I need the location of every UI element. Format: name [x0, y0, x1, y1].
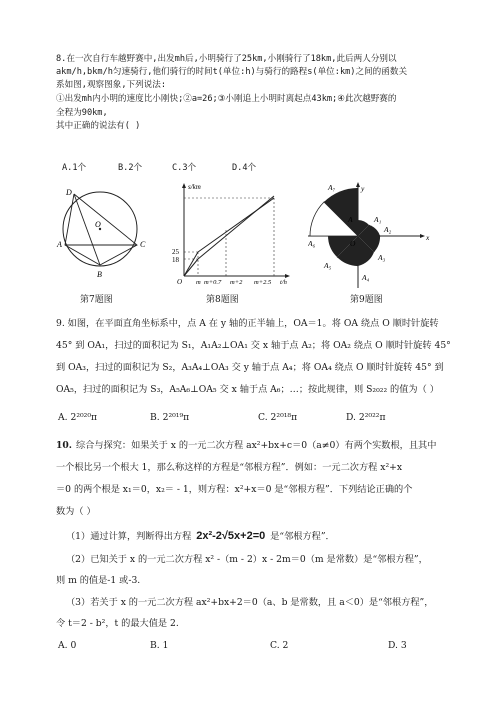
q10-item-1-post: 是“邻根方程”．	[270, 531, 335, 542]
fig9-label-a2: A₂	[384, 225, 392, 234]
q10-option-d: D. 3	[388, 640, 407, 651]
fig9-label-a6: A₆	[308, 239, 316, 248]
q10-option-c: C. 2	[270, 640, 289, 651]
q10-line-1: 综合与探究：如果关于 x 的一元二次方程 ax²+bx+c＝0（a≠0）有两个实数根，且其中	[76, 440, 437, 451]
fig9-label-o: O	[350, 239, 356, 248]
q10-item-1	[66, 530, 335, 543]
figure-8-graph	[168, 180, 296, 294]
q10-item-2-line-1: （2）已知关于 x 的一元二次方程 x² -（m - 2）x - 2m＝0（m 是常数）是“邻根方程”，	[66, 554, 428, 565]
q10-item-3-line-1: （3）若关于 x 的一元二次方程 ax²+bx+2＝0（a、b 是常数，且 a＜0）是“邻根方程”，	[66, 597, 434, 608]
fig9-label-a: A	[348, 215, 353, 224]
fig7-label-d: D	[66, 188, 72, 197]
fig8-label-18: 18	[172, 256, 179, 264]
fig8-caption: 第8题图	[206, 295, 239, 305]
fig7-label-c: C	[140, 240, 146, 249]
q10-item-1-equation: 2x²-2√5x+2=0	[196, 530, 266, 542]
fig7-label-b: B	[97, 270, 102, 279]
fig7-caption: 第7题图	[80, 295, 113, 305]
fig9-caption: 第9题图	[350, 295, 383, 305]
q9-option-d: D. 2²⁰²²π	[346, 412, 386, 423]
q10-item-1-pre: （1）通过计算，判断得出方程	[66, 531, 192, 542]
q8-option-d: D.4个	[232, 163, 257, 173]
q10-option-a: A. 0	[58, 640, 77, 651]
fig8-label-s: s/km	[188, 183, 201, 191]
fig9-label-x: x	[426, 233, 430, 242]
q8-option-b: B.2个	[118, 163, 143, 173]
fig8-label-25: 25	[172, 248, 179, 256]
q8-line-1: 8.在一次自行车越野赛中,出发mh后,小明骑行了25km,小刚骑行了18km,此后两人分别以	[56, 54, 397, 64]
q8-line-5: 全程为90km,	[56, 108, 108, 118]
q8-line-4: ①出发mh内小明的速度比小刚快;②a=26;③小刚追上小明时离起点43km;④此次越野赛的	[56, 94, 397, 104]
q8-option-c: C.3个	[172, 163, 197, 173]
q9-option-b: B. 2²⁰¹⁹π	[150, 412, 190, 423]
fig9-label-y: y	[361, 184, 365, 193]
fig8-label-o: O	[177, 278, 183, 286]
q10-line-4: 数为（ ）	[56, 506, 96, 517]
fig8-label-t: t/h	[280, 279, 287, 286]
fig7-label-o: O	[95, 220, 101, 229]
fig9-label-a4: A₄	[362, 273, 370, 282]
figure-7-circle	[54, 183, 154, 287]
q8-line-3: 系如图,观察图象,下列说法:	[56, 80, 167, 90]
fig7-label-a: A	[57, 240, 62, 249]
q10-item-2-line-2: 则 m 的值是-1 或-3.	[56, 575, 141, 586]
fig9-label-a7: A₇	[328, 183, 336, 192]
fig9-label-a3: A₃	[378, 253, 386, 262]
q9-option-a: A. 2²⁰²⁰π	[58, 412, 98, 423]
q10-line-3: ＝0 的两个根是 x₁＝0，x₂＝ - 1，则方程：x²+x＝0 是“邻根方程”．下列结论正确的个	[56, 484, 413, 495]
q8-line-2: akm/h,bkm/h匀速骑行,他们骑行的时间t(单位:h)与骑行的路程s(单位:km)之间的函数关	[56, 67, 408, 77]
fig8-label-m25: m+2.5	[254, 279, 272, 286]
fig8-label-m: m	[196, 279, 201, 286]
fig9-label-a5: A₅	[324, 261, 332, 270]
q9-line-1: 9. 如图，在平面直角坐标系中，点 A 在 y 轴的正半轴上，OA＝1。将 OA 绕点 O 顺时针旋转	[56, 318, 439, 329]
figure-9-spiral	[308, 180, 438, 294]
q10-item-3-line-2: 令 t＝2 - b²，t 的最大值是 2.	[56, 618, 179, 629]
q10-line-2: 一个根比另一个根大 1，那么称这样的方程是“邻根方程”．例如：一元二次方程 x²+x	[56, 462, 403, 473]
q8-line-6: 其中正确的说法有( )	[56, 121, 141, 131]
fig8-label-m2: m+2	[230, 279, 243, 286]
q9-option-c: C. 2²⁰¹⁸π	[258, 412, 298, 423]
fig9-label-a1: A₁	[374, 215, 382, 224]
q9-line-2: 45° 到 OA₁，扫过的面积记为 S₁，A₁A₂⊥OA₁ 交 x 轴于点 A₂；将 OA₂ 绕点 O 顺时针旋转 45°	[56, 340, 451, 351]
q10-option-b: B. 1	[150, 640, 169, 651]
q10-number: 10.	[56, 440, 72, 451]
q9-line-4: OA₅，扫过的面积记为 S₃，A₅A₆⊥OA₅ 交 x 轴于点 A₆；…；按此规律，则 S₂₀₂₂ 的值为（ ）	[56, 384, 439, 395]
fig8-label-m07: m+0.7	[204, 279, 222, 286]
q9-line-3: 到 OA₃，扫过的面积记为 S₂，A₃A₄⊥OA₃ 交 y 轴于点 A₄；将 OA₄ 绕点 O 顺时针旋转 45° 到	[56, 362, 444, 373]
q8-option-a: A.1个	[62, 163, 87, 173]
